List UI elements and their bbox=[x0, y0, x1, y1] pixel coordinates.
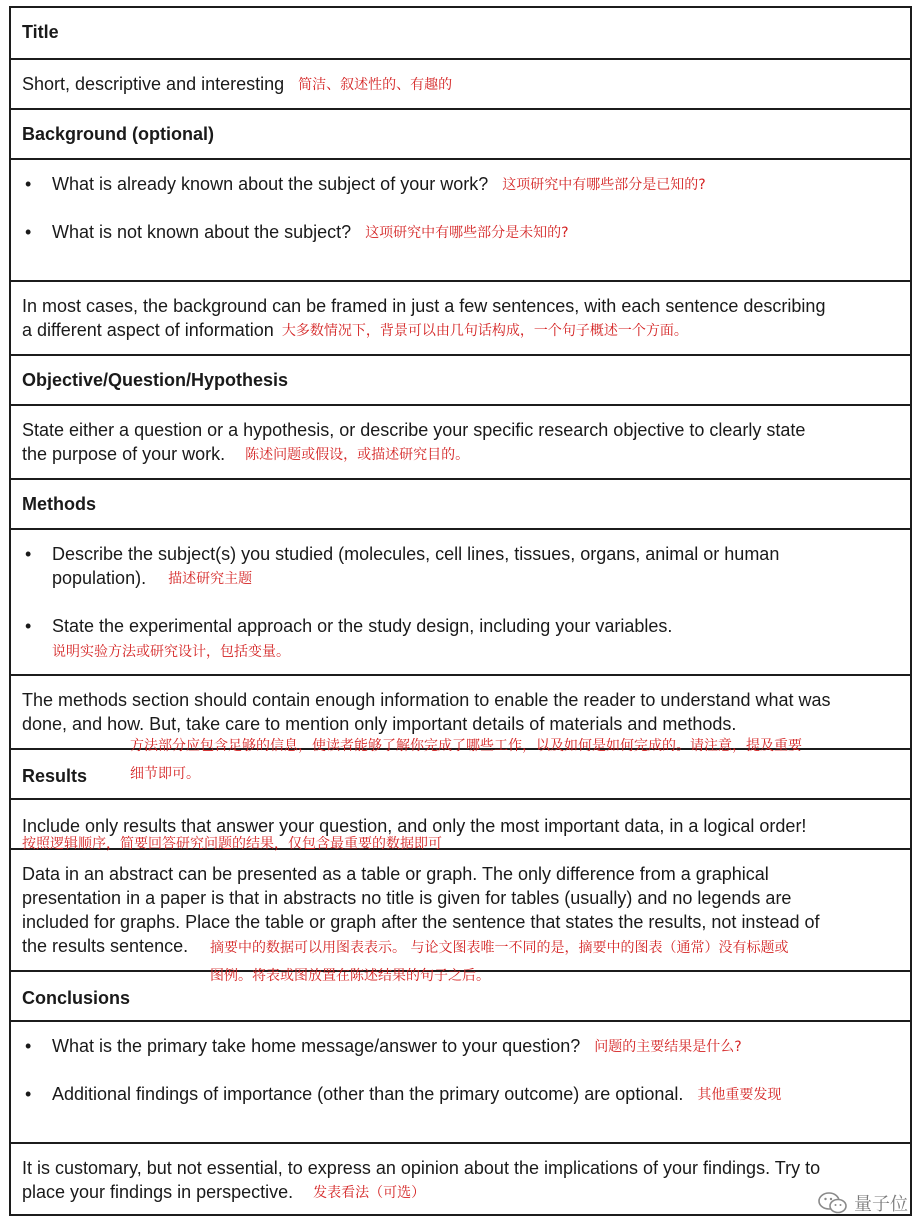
conclusions-bullet-1-text: What is the primary take home message/answer to your question? bbox=[52, 1036, 581, 1056]
methods-heading: Methods bbox=[22, 494, 96, 514]
bullet-dot: • bbox=[25, 222, 32, 242]
results-note1: 按照逻辑顺序，简要回答研究问题的结果，仅包含最重要的数据即可 bbox=[22, 836, 442, 852]
watermark-text: 量子位 bbox=[854, 1194, 908, 1215]
wechat-icon bbox=[818, 1191, 848, 1215]
conclusions-bullet-2-text: Additional findings of importance (other than the primary outcome) are optional. bbox=[52, 1084, 684, 1104]
methods-para-line2: done, and how. But, take care to mention only important details of materials and methods. bbox=[22, 714, 737, 734]
objective-line1: State either a question or a hypothesis, or describe your specific research objective to clearly state bbox=[22, 420, 806, 440]
methods-bullet-2: State the experimental approach or the study design, including your variables. bbox=[52, 616, 673, 636]
watermark bbox=[818, 1190, 908, 1216]
background-para-note: 大多数情况下，背景可以由几句话构成，一个句子概述一个方面。 bbox=[281, 323, 688, 339]
objective-heading-row bbox=[11, 354, 910, 404]
conclusions-paragraph-row bbox=[11, 1142, 910, 1214]
bullet-dot: • bbox=[25, 174, 32, 194]
conclusions-bullet-1 bbox=[52, 1034, 742, 1058]
methods-heading-row bbox=[11, 478, 910, 528]
results-para-note-line2: 图例。将表或图放置在陈述结果的句子之后。 bbox=[210, 968, 490, 984]
background-bullet-2-note: 这项研究中有哪些部分是未知的? bbox=[365, 225, 569, 241]
background-bullet-1-text: What is already known about the subject of your work? bbox=[52, 174, 489, 194]
conclusions-bullet-2-note: 其他重要发现 bbox=[697, 1087, 782, 1103]
background-bullet-1-note: 这项研究中有哪些部分是已知的? bbox=[502, 177, 706, 193]
methods-para-note-line2: 细节即可。 bbox=[130, 766, 200, 782]
background-para-line1: In most cases, the background can be framed in just a few sentences, with each sentence describing bbox=[22, 296, 826, 316]
abstract-structure-table bbox=[9, 6, 912, 1216]
methods-bullet-2-note: 说明实验方法或研究设计，包括变量。 bbox=[52, 644, 290, 660]
conclusions-para-note: 发表看法（可选） bbox=[313, 1185, 426, 1201]
background-bullets-row bbox=[11, 158, 910, 280]
background-bullet-1 bbox=[52, 172, 706, 196]
objective-line2-wrap bbox=[22, 442, 469, 466]
methods-para-note-line1: 方法部分应包含足够的信息，使读者能够了解你完成了哪些工作，以及如何是如何完成的。请注意，提及重要 bbox=[130, 738, 802, 754]
results-para-note-line1: 摘要中的数据可以用图表表示。 与论文图表唯一不同的是，摘要中的图表（通常）没有标题或 bbox=[210, 940, 789, 956]
conclusions-bullet-2 bbox=[52, 1082, 781, 1106]
title-description bbox=[22, 72, 452, 96]
methods-para-line1: The methods section should contain enough information to enable the reader to understand what was bbox=[22, 690, 831, 710]
results-heading: Results bbox=[22, 766, 88, 786]
bullet-dot: • bbox=[25, 616, 32, 636]
results-line1: Include only results that answer your question, and only the most important data, in a logical order! bbox=[22, 816, 807, 836]
methods-bullet-1-note: 描述研究主题 bbox=[168, 571, 253, 587]
background-para-line2-wrap bbox=[22, 318, 688, 342]
methods-bullets-row bbox=[11, 528, 910, 674]
results-para-line3: included for graphs. Place the table or graph after the sentence that states the results, not instead of bbox=[22, 912, 820, 932]
methods-bullet-1-line1: Describe the subject(s) you studied (molecules, cell lines, tissues, organs, animal or human bbox=[52, 544, 780, 564]
bullet-dot: • bbox=[25, 1036, 32, 1056]
objective-note: 陈述问题或假设，或描述研究目的。 bbox=[245, 447, 470, 463]
title-text: Short, descriptive and interesting bbox=[22, 74, 285, 94]
results-para-line2: presentation in a paper is that in abstracts no title is given for tables (usually) and no legends are bbox=[22, 888, 792, 908]
title-heading: Title bbox=[22, 22, 59, 42]
conclusions-para-line2: place your findings in perspective. bbox=[22, 1182, 294, 1202]
conclusions-bullet-1-note: 问题的主要结果是什么? bbox=[594, 1039, 742, 1055]
objective-heading: Objective/Question/Hypothesis bbox=[22, 370, 289, 390]
background-bullet-2 bbox=[52, 220, 569, 244]
methods-bullet-1-line2-wrap bbox=[52, 566, 252, 590]
title-heading-row bbox=[11, 8, 910, 58]
background-heading-row bbox=[11, 108, 910, 158]
bullet-dot: • bbox=[25, 544, 32, 564]
background-para-line2: a different aspect of information bbox=[22, 320, 274, 340]
background-heading: Background (optional) bbox=[22, 124, 214, 144]
conclusions-para-line2-wrap bbox=[22, 1180, 425, 1204]
objective-text-row bbox=[11, 404, 910, 478]
conclusions-para-line1: It is customary, but not essential, to express an opinion about the implications of your findings. Try to bbox=[22, 1158, 821, 1178]
results-para-line1: Data in an abstract can be presented as a table or graph. The only difference from a graphical bbox=[22, 864, 769, 884]
background-paragraph-row bbox=[11, 280, 910, 354]
title-note: 简洁、叙述性的、有趣的 bbox=[298, 77, 453, 93]
objective-line2: the purpose of your work. bbox=[22, 444, 226, 464]
conclusions-heading: Conclusions bbox=[22, 988, 131, 1008]
methods-bullet-1-line2: population). bbox=[52, 568, 147, 588]
background-bullet-2-text: What is not known about the subject? bbox=[52, 222, 352, 242]
title-text-row bbox=[11, 58, 910, 108]
results-para-line4: the results sentence. bbox=[22, 936, 189, 956]
bullet-dot: • bbox=[25, 1084, 32, 1104]
conclusions-bullets-row bbox=[11, 1020, 910, 1142]
